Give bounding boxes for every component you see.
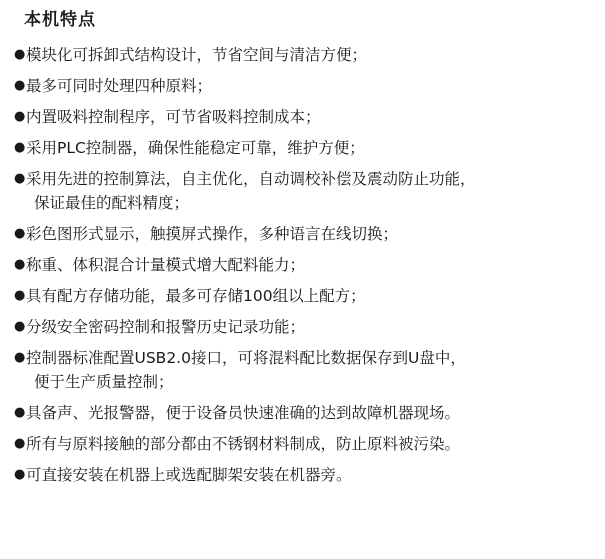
bullet-icon: ● <box>14 288 26 303</box>
bullet-icon: ● <box>14 257 26 272</box>
bullet-icon: ● <box>14 140 26 155</box>
feature-item <box>14 286 605 306</box>
bullet-icon: ● <box>14 405 26 420</box>
feature-text: 彩色图形式显示，触摸屏式操作，多种语言在线切换； <box>26 225 399 243</box>
bullet-icon: ● <box>14 467 26 482</box>
feature-text: 可直接安装在机器上或选配脚架安装在机器旁。 <box>26 466 352 484</box>
feature-text: 采用PLC控制器，确保性能稳定可靠，维护方便； <box>26 139 365 157</box>
feature-item <box>14 434 605 454</box>
feature-text: 模块化可拆卸式结构设计，节省空间与清洁方便； <box>26 46 368 64</box>
section-heading: 本机特点 <box>24 10 96 30</box>
feature-text: 控制器标准配置USB2.0接口，可将混料配比数据保存到U盘中， <box>26 349 466 367</box>
feature-item <box>14 169 605 213</box>
bullet-icon: ● <box>14 109 26 124</box>
bullet-icon: ● <box>14 226 26 241</box>
bullet-icon: ● <box>14 78 26 93</box>
feature-text: 具备声、光报警器，便于设备员快速准确的达到故障机器现场。 <box>26 404 461 422</box>
bullet-icon: ● <box>14 47 26 62</box>
feature-text-continued: 保证最佳的配料精度； <box>34 194 190 212</box>
feature-item <box>14 403 605 423</box>
feature-text: 分级安全密码控制和报警历史记录功能； <box>26 318 306 336</box>
bullet-icon: ● <box>14 319 26 334</box>
feature-item <box>14 107 605 127</box>
feature-item <box>14 224 605 244</box>
bullet-icon: ● <box>14 171 26 186</box>
feature-text: 称重、体积混合计量模式增大配料能力； <box>26 256 306 274</box>
feature-text: 内置吸料控制程序，可节省吸料控制成本； <box>26 108 321 126</box>
bullet-icon: ● <box>14 436 26 451</box>
feature-text: 最多可同时处理四种原料； <box>26 77 213 95</box>
feature-item <box>14 317 605 337</box>
feature-text-continued: 便于生产质量控制； <box>34 373 174 391</box>
feature-item <box>14 45 605 65</box>
feature-item <box>14 255 605 275</box>
feature-list <box>14 45 605 485</box>
feature-item <box>14 348 605 392</box>
feature-text: 所有与原料接触的部分都由不锈钢材料制成，防止原料被污染。 <box>26 435 461 453</box>
feature-item <box>14 138 605 158</box>
bullet-icon: ● <box>14 350 26 365</box>
feature-item <box>14 465 605 485</box>
feature-text: 具有配方存储功能，最多可存储100组以上配方； <box>26 287 366 305</box>
feature-text: 采用先进的控制算法，自主优化，自动调校补偿及震动防止功能， <box>26 170 476 188</box>
feature-item <box>14 76 605 96</box>
